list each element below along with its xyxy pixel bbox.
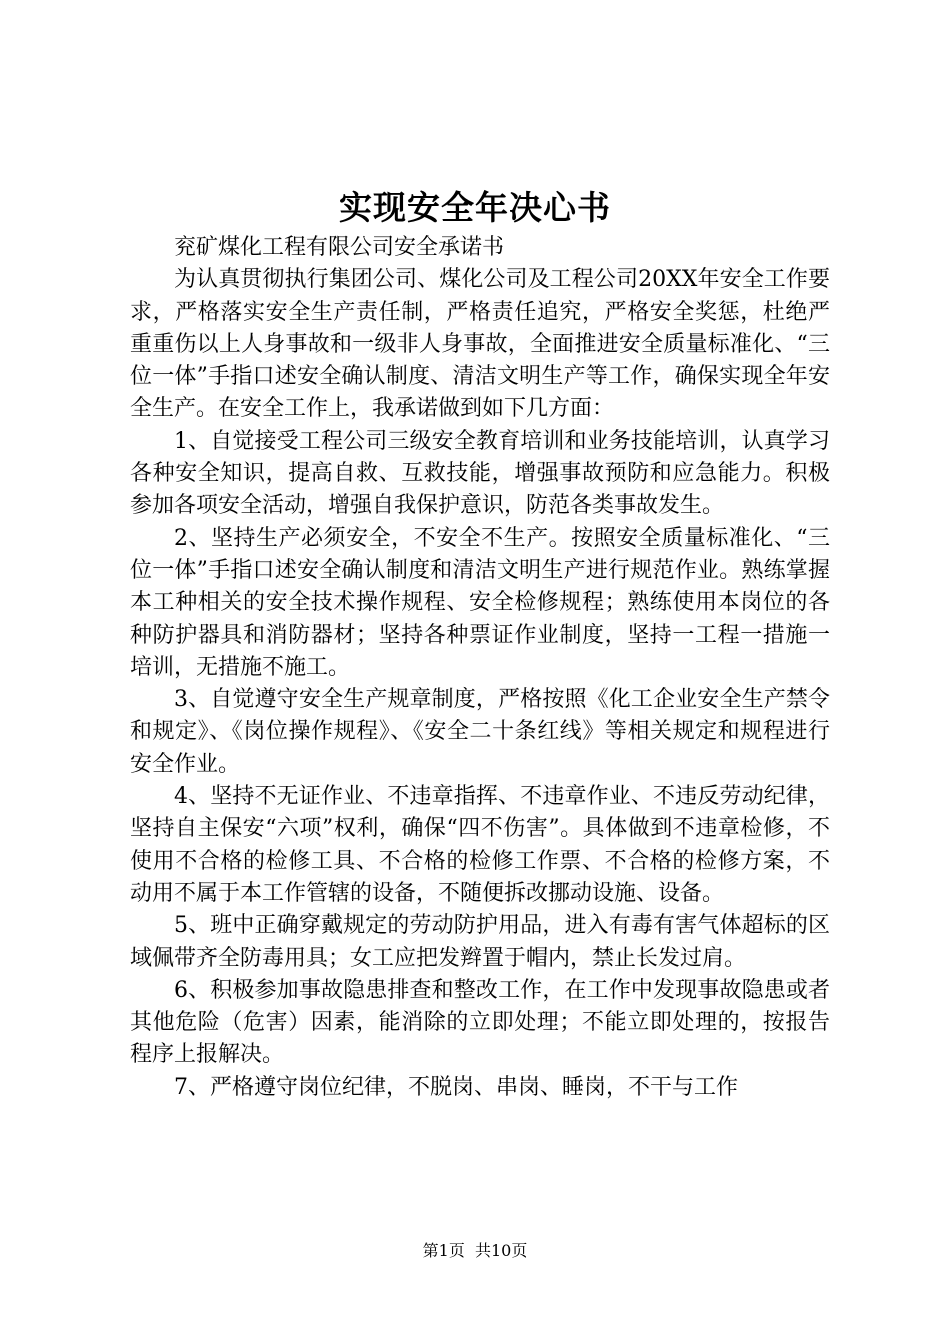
page-number-label: 第1页 共10页	[422, 1241, 528, 1260]
document-body	[130, 232, 830, 1104]
page-title: 实现安全年决心书	[339, 188, 611, 227]
page-footer	[0, 1240, 950, 1262]
paragraph-item-6: 6、积极参加事故隐患排查和整改工作，在工作中发现事故隐患或者其他危险（危害）因素，能消除的立即处理；不能立即处理的，按报告程序上报解决。	[130, 977, 830, 1068]
paragraph-item-4: 4、坚持不无证作业、不违章指挥、不违章作业、不违反劳动纪律，坚持自主保安“六项”权利，确保“四不伤害”。具体做到不违章检修，不使用不合格的检修工具、不合格的检修工作票、不合格的检修方案，不动用不属于本工作管辖的设备，不随便拆改挪动设施、设备。	[130, 784, 830, 906]
paragraph-intro: 为认真贯彻执行集团公司、煤化公司及工程公司20XX年安全工作要求，严格落实安全生产责任制，严格责任追究，严格安全奖惩，杜绝严重重伤以上人身事故和一级非人身事故，全面推进安全质量标准化、“三位一体”手指口述安全确认制度、清洁文明生产等工作，确保实现全年安全生产。在安全工作上，我承诺做到如下几方面：	[130, 267, 830, 422]
paragraph-heading: 兖矿煤化工程有限公司安全承诺书	[174, 235, 505, 260]
paragraph-item-1: 1、自觉接受工程公司三级安全教育培训和业务技能培训，认真学习各种安全知识，提高自救、互救技能，增强事故预防和应急能力。积极参加各项安全活动，增强自我保护意识，防范各类事故发生。	[130, 428, 830, 519]
paragraph-item-2: 2、坚持生产必须安全，不安全不生产。按照安全质量标准化、“三位一体”手指口述安全确认制度和清洁文明生产进行规范作业。熟练掌握本工种相关的安全技术操作规程、安全检修规程；熟练使用本岗位的各种防护器具和消防器材；坚持各种票证作业制度，坚持一工程一措施一培训，无措施不施工。	[130, 525, 830, 680]
paragraph-item-3: 3、自觉遵守安全生产规章制度，严格按照《化工企业安全生产禁令和规定》、《岗位操作规程》、《安全二十条红线》等相关规定和规程进行安全作业。	[130, 687, 830, 777]
paragraph-item-5: 5、班中正确穿戴规定的劳动防护用品，进入有毒有害气体超标的区域佩带齐全防毒用具；女工应把发辫置于帽内，禁止长发过肩。	[130, 913, 830, 971]
paragraph-item-7: 7、严格遵守岗位纪律，不脱岗、串岗、睡岗，不干与工作	[174, 1074, 738, 1100]
